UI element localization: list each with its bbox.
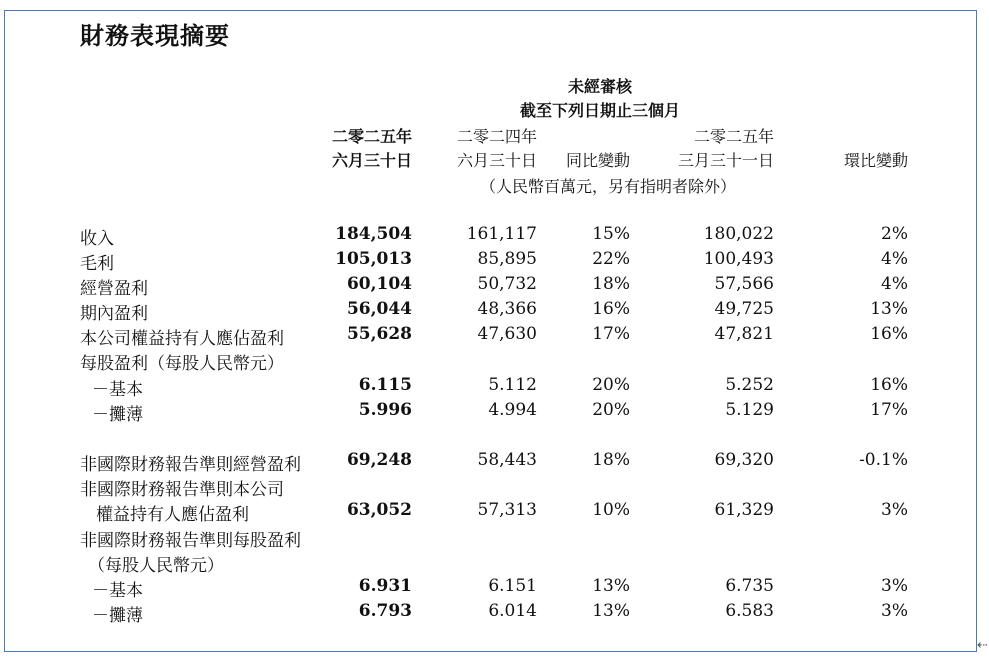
page-title: 財務表現摘要 bbox=[80, 22, 230, 50]
cell-yoy: 20% bbox=[592, 375, 630, 395]
row-label: 權益持有人應佔盈利 bbox=[96, 505, 249, 525]
row-label: －攤薄 bbox=[92, 405, 143, 425]
cell-qoq: -0.1% bbox=[859, 450, 908, 470]
cell-yoy: 10% bbox=[592, 500, 630, 520]
resize-handle-icon: ⇠ bbox=[977, 638, 988, 653]
cell-qoq: 13% bbox=[870, 299, 908, 319]
cell-yoy: 13% bbox=[592, 601, 630, 621]
col-2025q1-year: 二零二五年 bbox=[693, 127, 774, 146]
cell-2025q1: 5.252 bbox=[725, 375, 774, 395]
cell-qoq: 3% bbox=[881, 576, 908, 596]
cell-yoy: 20% bbox=[592, 400, 630, 420]
cell-2025q1: 6.583 bbox=[725, 601, 774, 621]
cell-2025q1: 180,022 bbox=[703, 224, 774, 244]
cell-2024q2: 5.112 bbox=[488, 375, 537, 395]
col-2025q1-date: 三月三十一日 bbox=[677, 151, 774, 170]
cell-2025q2: 63,052 bbox=[346, 500, 412, 520]
cell-2025q1: 6.735 bbox=[725, 576, 774, 596]
cell-2025q2: 69,248 bbox=[346, 450, 412, 470]
cell-2025q1: 69,320 bbox=[714, 450, 774, 470]
cell-2025q2: 55,628 bbox=[346, 324, 412, 344]
col-2024q2-year: 二零二四年 bbox=[456, 127, 537, 146]
cell-2025q2: 60,104 bbox=[346, 274, 412, 294]
row-label: －攤薄 bbox=[92, 606, 143, 626]
row-label: －基本 bbox=[92, 380, 143, 400]
cell-2025q1: 61,329 bbox=[714, 500, 774, 520]
cell-2024q2: 48,366 bbox=[477, 299, 537, 319]
cell-2024q2: 58,443 bbox=[477, 450, 537, 470]
col-2025q2-year: 二零二五年 bbox=[331, 127, 412, 146]
unaudited-label: 未經審核 bbox=[567, 77, 633, 96]
row-label-section: 每股盈利（每股人民幣元） bbox=[80, 354, 284, 374]
cell-2025q2: 5.996 bbox=[358, 400, 412, 420]
row-label: 經營盈利 bbox=[80, 279, 148, 299]
row-label: 非國際財務報告準則經營盈利 bbox=[80, 455, 301, 475]
period-label: 截至下列日期止三個月 bbox=[519, 101, 681, 120]
row-label: －基本 bbox=[92, 581, 143, 601]
cell-qoq: 3% bbox=[881, 500, 908, 520]
row-label: 收入 bbox=[80, 229, 114, 249]
cell-qoq: 4% bbox=[881, 274, 908, 294]
cell-2024q2: 4.994 bbox=[488, 400, 537, 420]
cell-2025q2: 6.793 bbox=[358, 601, 412, 621]
col-2025q2-date: 六月三十日 bbox=[331, 151, 412, 170]
row-label-section: 非國際財務報告準則本公司 bbox=[80, 480, 284, 500]
cell-2024q2: 50,732 bbox=[477, 274, 537, 294]
cell-qoq: 16% bbox=[870, 375, 908, 395]
cell-2025q2: 6.115 bbox=[358, 375, 412, 395]
cell-2025q2: 105,013 bbox=[335, 249, 412, 269]
cell-yoy: 15% bbox=[592, 224, 630, 244]
col-2024q2-date: 六月三十日 bbox=[456, 151, 537, 170]
col-yoy-header: 同比變動 bbox=[565, 151, 630, 170]
row-label: 本公司權益持有人應佔盈利 bbox=[80, 329, 284, 349]
cell-qoq: 16% bbox=[870, 324, 908, 344]
cell-2025q1: 100,493 bbox=[703, 249, 774, 269]
cell-2024q2: 6.014 bbox=[488, 601, 537, 621]
cell-2025q1: 5.129 bbox=[725, 400, 774, 420]
cell-yoy: 18% bbox=[592, 450, 630, 470]
unit-note: （人民幣百萬元，另有指明者除外） bbox=[479, 177, 737, 196]
cell-qoq: 17% bbox=[870, 400, 908, 420]
cell-yoy: 17% bbox=[592, 324, 630, 344]
cell-2025q1: 57,566 bbox=[714, 274, 774, 294]
cell-2024q2: 85,895 bbox=[477, 249, 537, 269]
cell-2024q2: 6.151 bbox=[488, 576, 537, 596]
cell-2024q2: 47,630 bbox=[477, 324, 537, 344]
cell-qoq: 4% bbox=[881, 249, 908, 269]
cell-2025q1: 47,821 bbox=[714, 324, 774, 344]
row-label: 毛利 bbox=[80, 254, 114, 274]
cell-2025q1: 49,725 bbox=[714, 299, 774, 319]
cell-qoq: 3% bbox=[881, 601, 908, 621]
row-label-section: 非國際財務報告準則每股盈利 bbox=[80, 531, 301, 551]
col-qoq-header: 環比變動 bbox=[843, 151, 908, 170]
cell-2025q2: 6.931 bbox=[358, 576, 412, 596]
cell-2025q2: 184,504 bbox=[335, 224, 412, 244]
cell-qoq: 2% bbox=[881, 224, 908, 244]
row-label-section: （每股人民幣元） bbox=[88, 556, 224, 576]
row-label: 期內盈利 bbox=[80, 304, 148, 324]
cell-yoy: 13% bbox=[592, 576, 630, 596]
cell-yoy: 18% bbox=[592, 274, 630, 294]
cell-yoy: 16% bbox=[592, 299, 630, 319]
cell-2025q2: 56,044 bbox=[346, 299, 412, 319]
cell-2024q2: 57,313 bbox=[477, 500, 537, 520]
cell-yoy: 22% bbox=[592, 249, 630, 269]
cell-2024q2: 161,117 bbox=[466, 224, 537, 244]
